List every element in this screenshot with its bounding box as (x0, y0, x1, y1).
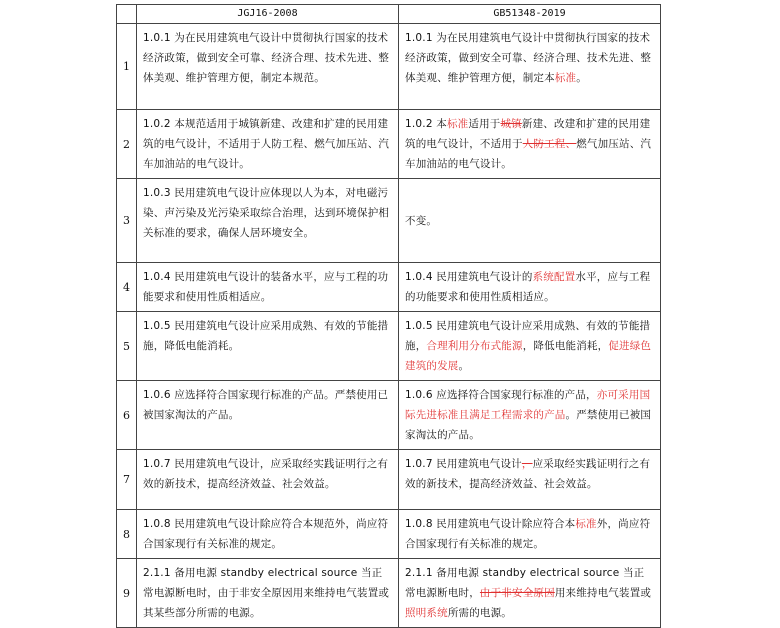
row-number: 6 (117, 381, 137, 450)
comparison-table (116, 4, 661, 628)
added-text: 标准 (554, 72, 577, 84)
row-number: 7 (117, 450, 137, 510)
deleted-text: 城镇 (500, 118, 522, 130)
row-number: 4 (117, 263, 137, 312)
new-standard-clause (399, 263, 661, 312)
table-row (117, 179, 661, 263)
new-standard-clause (399, 559, 661, 628)
clause-text: 适用于 (468, 118, 501, 130)
old-standard-clause: 1.0.8 民用建筑电气设计除应符合本规范外，尚应符合国家现行有关标准的规定。 (137, 510, 399, 559)
added-text: 合理利用分布式能源 (426, 340, 523, 352)
table-row (117, 110, 661, 179)
table-row (117, 312, 661, 381)
header-num-cell (117, 5, 137, 24)
row-number: 8 (117, 510, 137, 559)
row-number: 1 (117, 24, 137, 110)
table-row (117, 24, 661, 110)
clause-text: 用来维持电气装置或 (554, 587, 652, 599)
old-standard-clause: 1.0.7 民用建筑电气设计，应采取经实践证明行之有效的新技术，提高经济效益、社会效益。 (137, 450, 399, 510)
old-standard-clause: 1.0.3 民用建筑电气设计应体现以人为本，对电磁污染、声污染及光污染采取综合治理，达到环境保护相关标准的要求，确保人居环境安全。 (137, 179, 399, 263)
added-text: 系统配置 (532, 271, 576, 283)
clause-text: 燃气加压站、汽车加油站的电气设计。 (405, 138, 652, 170)
deleted-text: 由于非安全原因 (479, 587, 555, 599)
old-standard-clause: 1.0.5 民用建筑电气设计应采用成熟、有效的节能措施，降低电能消耗。 (137, 312, 399, 381)
new-standard-clause (399, 312, 661, 381)
clause-text: 所需的电源。 (447, 607, 513, 619)
new-standard-clause (399, 110, 661, 179)
clause-text: 。严禁使用已被国家淘汰的产品。 (405, 409, 652, 441)
old-standard-clause: 1.0.6 应选择符合国家现行标准的产品。严禁使用已被国家淘汰的产品。 (137, 381, 399, 450)
row-number: 3 (117, 179, 137, 263)
new-standard-clause (399, 179, 661, 263)
row-number: 5 (117, 312, 137, 381)
deleted-text: 人防工程、 (522, 138, 577, 150)
clause-text: 新建、改建和扩建的民用建筑的电气设计，不适用于 (405, 118, 651, 150)
clause-text: 1.0.7 民用建筑电气设计 (405, 458, 522, 470)
clause-text: 水平，应与工程的功能要求和使用性质相适应。 (405, 271, 651, 303)
clause-text: 。 (576, 72, 587, 84)
row-number: 2 (117, 110, 137, 179)
added-text: 标准 (446, 118, 469, 130)
clause-text: 2.1.1 备用电源 standby electrical source 当正常电源断电时， (405, 567, 645, 599)
added-text: 促进绿色建筑的发展 (405, 340, 652, 372)
table-row (117, 450, 661, 510)
table-row (117, 263, 661, 312)
clause-text: 1.0.4 民用建筑电气设计的 (405, 271, 533, 283)
new-standard-clause (399, 24, 661, 110)
added-text: 亦可采用国际先进标准且满足工程需求的产品 (405, 389, 651, 421)
deleted-text: ， (521, 458, 533, 470)
table-row (117, 559, 661, 628)
new-standard-clause (399, 510, 661, 559)
old-standard-clause: 1.0.4 民用建筑电气设计的装备水平，应与工程的功能要求和使用性质相适应。 (137, 263, 399, 312)
new-standard-clause (399, 450, 661, 510)
header-row (117, 5, 661, 24)
table-body (117, 24, 661, 628)
old-standard-clause: 2.1.1 备用电源 standby electrical source 当正常电源断电时，由于非安全原因用来维持电气装置或其某些部分所需的电源。 (137, 559, 399, 628)
old-standard-clause: 1.0.1 为在民用建筑电气设计中贯彻执行国家的技术经济政策，做到安全可靠、经济合理、技术先进、整体美观、维护管理方便，制定本规范。 (137, 24, 399, 110)
header-col-b: GB51348-2019 (399, 5, 661, 24)
clause-text: 不变。 (405, 214, 438, 227)
new-standard-clause (399, 381, 661, 450)
clause-text: 外，尚应符合国家现行有关标准的规定。 (405, 518, 651, 550)
clause-text: 1.0.1 为在民用建筑电气设计中贯彻执行国家的技术经济政策，做到安全可靠、经济合理、技术先进、整体美观、维护管理方便，制定本 (405, 32, 652, 84)
clause-text: 1.0.5 民用建筑电气设计应采用成熟、有效的节能措施， (405, 320, 651, 352)
clause-text: 。 (458, 360, 470, 372)
added-text: 照明系统 (405, 607, 448, 619)
clause-text: 1.0.8 民用建筑电气设计除应符合本 (405, 518, 576, 530)
clause-text: 1.0.2 本 (405, 118, 447, 130)
table-row (117, 510, 661, 559)
clause-text: 1.0.6 应选择符合国家现行标准的产品， (405, 389, 597, 401)
old-standard-clause: 1.0.2 本规范适用于城镇新建、改建和扩建的民用建筑的电气设计，不适用于人防工程、燃气加压站、汽车加油站的电气设计。 (137, 110, 399, 179)
row-number: 9 (117, 559, 137, 628)
header-col-a: JGJ16-2008 (137, 5, 399, 24)
clause-text: 应采取经实践证明行之有效的新技术，提高经济效益、社会效益。 (405, 458, 651, 490)
clause-text: ，降低电能消耗， (522, 340, 609, 352)
comparison-table-wrapper (116, 4, 660, 628)
added-text: 标准 (575, 518, 597, 530)
table-row (117, 381, 661, 450)
